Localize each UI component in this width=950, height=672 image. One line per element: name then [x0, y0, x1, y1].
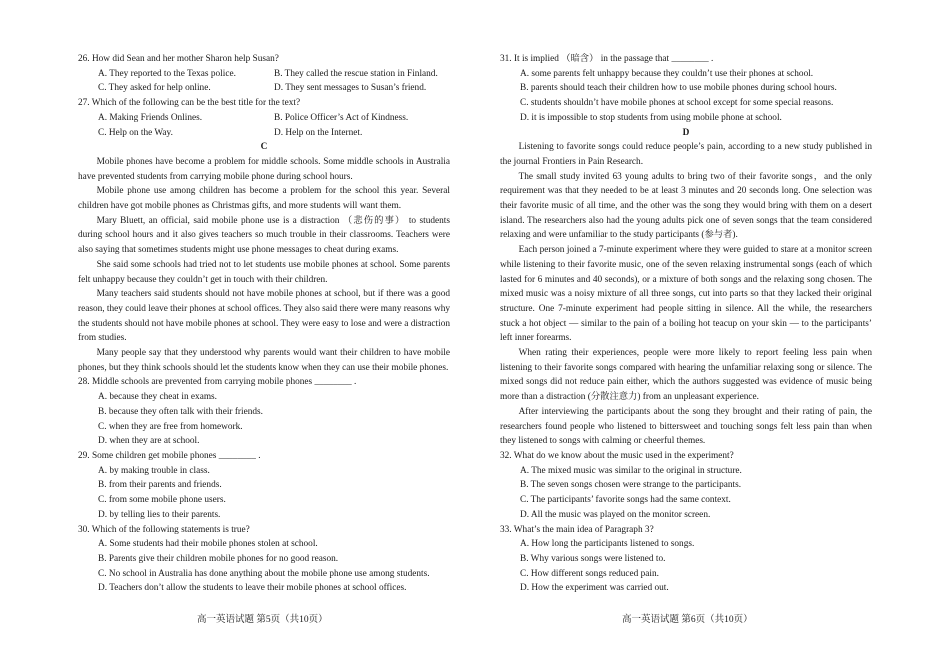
- passage-d-paragraph-3: Each person joined a 7-minute experiment where they were guided to stare at a monitor screen while listening to their favorite music, one of the seven relaxing instrumental songs (each of which lasted for 6 minutes and 40 seconds), or a mixture of both songs and the relaxing song chosen. The mixed music was a noisy mixture of all three songs, cut into parts so that they lacked their original structure. One 7-minute experiment had people sitting in silence. All the while, the researchers stuck a hot object — similar to the pain of a boiling hot teacup on your skin — to the participants’ left inner forearms.: [500, 245, 872, 344]
- option-33-c[interactable]: C. How different songs reduced pain.: [520, 568, 659, 579]
- option-28-b[interactable]: B. because they often talk with their friends.: [98, 406, 263, 417]
- option-30-c[interactable]: C. No school in Australia has done anything about the mobile phone use among students.: [98, 568, 430, 579]
- passage-d-paragraph-5: After interviewing the participants about the song they brought and their rating of pain, the researchers found people who listened to bittersweet and touching songs felt less pain than when they listened to songs with calming or cheerful themes.: [500, 406, 872, 447]
- passage-c-paragraph-3: Mary Bluett, an official, said mobile phone use is a distraction （悲伤的事） to students during school hours and it also gives teachers so much trouble in their classrooms. Teachers were also saying that sometimes students might use phone messages to cheat during exams.: [78, 215, 450, 256]
- passage-c-paragraph-2: Mobile phone use among children has become a problem for the school this year. Several children have got mobile phones as Christmas gifts, and more students will want them.: [78, 186, 450, 212]
- option-30-a[interactable]: A. Some students had their mobile phones stolen at school.: [98, 539, 318, 550]
- passage-c-paragraph-5: Many teachers said students should not have mobile phones at school, but if there was a good reason, they could leave their phones at school offices. They also said there were many reasons why the students should not have mobile phones at school. They were easy to lose and were a distraction from studies.: [78, 289, 450, 344]
- passage-c-paragraph-4: She said some schools had tried not to let students use mobile phones at school. Some parents felt unhappy because they couldn’t get in touch with their children.: [78, 259, 450, 285]
- option-29-a[interactable]: A. by making trouble in class.: [98, 465, 210, 476]
- section-d-heading: D: [682, 127, 690, 138]
- option-27-a[interactable]: A. Making Friends Onlines.: [98, 112, 203, 123]
- option-31-d[interactable]: D. it is impossible to stop students from using mobile phone at school.: [520, 112, 782, 123]
- option-27-d[interactable]: D. Help on the Internet.: [274, 127, 363, 138]
- option-26-c[interactable]: C. They asked for help online.: [98, 83, 211, 94]
- option-29-d[interactable]: D. by telling lies to their parents.: [98, 509, 221, 520]
- section-c-heading: C: [260, 142, 268, 153]
- question-26: 26. How did Sean and her mother Sharon help Susan?: [78, 54, 279, 64]
- option-30-b[interactable]: B. Parents give their children mobile phones for no good reason.: [98, 553, 339, 564]
- option-32-d[interactable]: D. All the music was played on the monitor screen.: [520, 509, 711, 520]
- option-32-c[interactable]: C. The participants’ favorite songs had the same context.: [520, 495, 731, 506]
- question-30: 30. Which of the following statements is true?: [78, 524, 250, 535]
- option-33-d[interactable]: D. How the experiment was carried out.: [520, 583, 669, 594]
- option-26-a[interactable]: A. They reported to the Texas police.: [98, 68, 236, 79]
- option-26-b[interactable]: B. They called the rescue station in Finland.: [274, 68, 438, 79]
- option-27-b[interactable]: B. Police Officer’s Act of Kindness.: [274, 112, 409, 123]
- question-26-options-row1: [78, 67, 450, 82]
- option-33-b[interactable]: B. Why various songs were listened to.: [520, 553, 666, 564]
- option-27-c[interactable]: C. Help on the Way.: [98, 127, 173, 138]
- question-32: 32. What do we know about the music used in the experiment?: [500, 450, 734, 461]
- question-29: 29. Some children get mobile phones ________ .: [78, 450, 261, 461]
- question-27-options-row1: [78, 111, 450, 126]
- question-33: 33. What’s the main idea of Paragraph 3?: [500, 524, 654, 535]
- option-32-a[interactable]: A. The mixed music was similar to the original in structure.: [520, 465, 742, 476]
- option-28-d[interactable]: D. when they are at school.: [98, 436, 200, 447]
- question-26-options-row2: [78, 81, 450, 96]
- passage-d-paragraph-4: When rating their experiences, people were more likely to report feeling less pain when listening to their favorite songs compared with hearing the unfamiliar relaxing song or silence. The mixed songs did not reduce pain either, which the authors suggested was evidence of music being more than a distraction (分散注意力) from an unpleasant experience.: [500, 348, 872, 403]
- option-28-a[interactable]: A. because they cheat in exams.: [98, 392, 218, 403]
- option-29-b[interactable]: B. from their parents and friends.: [98, 480, 222, 491]
- page-footer-right: 高一英语试题 第6页（共10页）: [622, 615, 753, 625]
- question-31: 31. It is implied （暗含） in the passage that ________ .: [500, 54, 714, 64]
- right-page: [500, 52, 872, 596]
- question-28: 28. Middle schools are prevented from carrying mobile phones ________ .: [78, 377, 357, 388]
- option-30-d[interactable]: D. Teachers don’t allow the students to leave their mobile phones at school offices.: [98, 583, 407, 594]
- option-28-c[interactable]: C. when they are free from homework.: [98, 421, 243, 432]
- page-footer-left: 高一英语试题 第5页（共10页）: [197, 615, 328, 625]
- passage-d-paragraph-2: The small study invited 63 young adults to bring two of their favorite songs，and the only requirement was that they needed to be at least 3 minutes and 20 seconds long. One selection was their favorite music of all time, and the other was the song they would bring with them on a desert island. The researchers also had the young adults pick one of seven songs that the team considered relaxing and were unfamiliar to the study participants (参与者).: [500, 171, 872, 241]
- option-29-c[interactable]: C. from some mobile phone users.: [98, 495, 226, 506]
- passage-d-paragraph-1: Listening to favorite songs could reduce people’s pain, according to a new study published in the journal Frontiers in Pain Research.: [500, 142, 872, 167]
- question-27: 27. Which of the following can be the best title for the text?: [78, 98, 301, 109]
- option-32-b[interactable]: B. The seven songs chosen were strange to the participants.: [520, 480, 742, 491]
- passage-c-paragraph-1: Mobile phones have become a problem for middle schools. Some middle schools in Australia have prevented students from carrying mobile phone during school hours.: [78, 156, 450, 182]
- option-31-b[interactable]: B. parents should teach their children how to use mobile phones during school hours.: [520, 83, 837, 94]
- passage-c-paragraph-6: Many people say that they understood why parents would want their children to have mobile phones, but they think schools should let the students know when they can use their mobile phones.: [78, 348, 450, 373]
- question-27-options-row2: [78, 126, 450, 141]
- option-31-c[interactable]: C. students shouldn’t have mobile phones at school except for some special reasons.: [520, 98, 834, 109]
- option-33-a[interactable]: A. How long the participants listened to songs.: [520, 539, 695, 550]
- option-31-a[interactable]: A. some parents felt unhappy because they couldn’t use their phones at school.: [520, 68, 814, 79]
- option-26-d[interactable]: D. They sent messages to Susan’s friend.: [274, 83, 427, 94]
- left-page: [78, 52, 450, 596]
